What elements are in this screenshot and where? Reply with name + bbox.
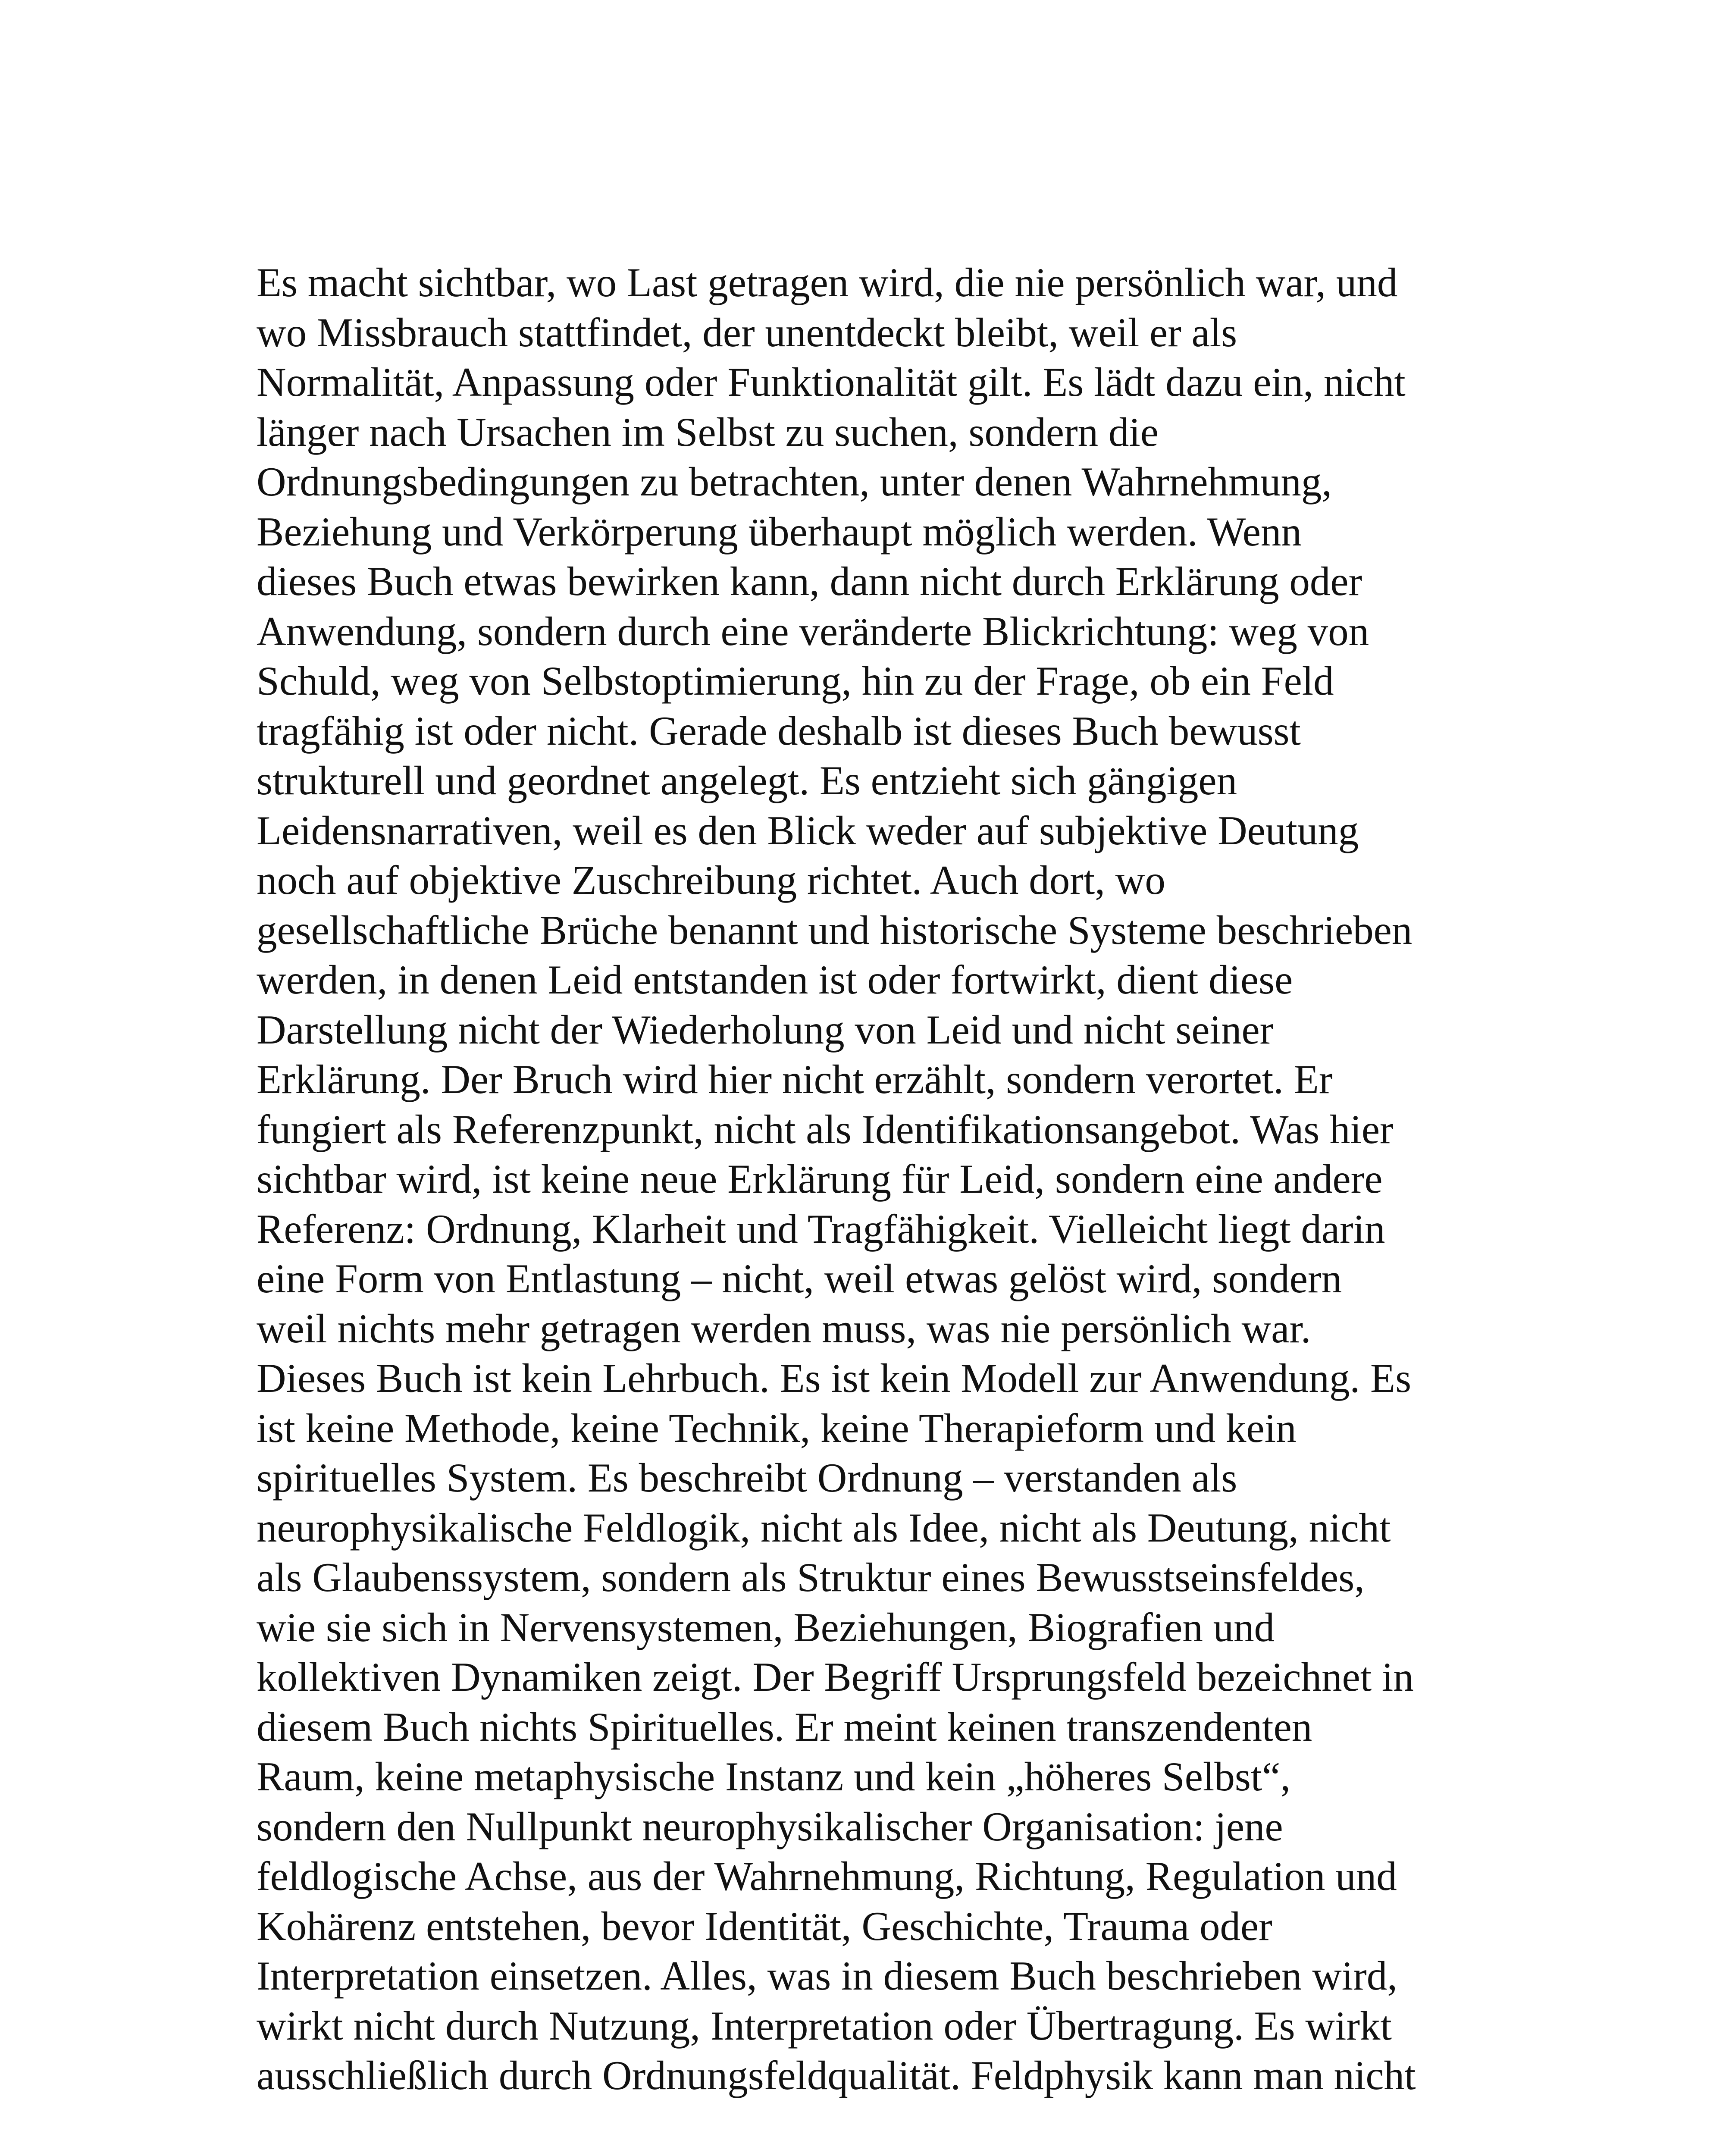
text-line: strukturell und geordnet angelegt. Es entzieht sich gängigen xyxy=(257,758,1237,803)
text-line: Interpretation einsetzen. Alles, was in diesem Buch beschrieben wird, xyxy=(257,1953,1397,1999)
text-line: Schuld, weg von Selbstoptimierung, hin zu der Frage, ob ein Feld xyxy=(257,658,1334,704)
text-line: noch auf objektive Zuschreibung richtet. Auch dort, wo xyxy=(257,857,1165,903)
text-line: Darstellung nicht der Wiederholung von Leid und nicht seiner xyxy=(257,1006,1274,1053)
text-line: Erklärung. Der Bruch wird hier nicht erzählt, sondern verortet. Er xyxy=(257,1056,1333,1102)
text-line: dieses Buch etwas bewirken kann, dann nicht durch Erklärung oder xyxy=(257,558,1362,604)
text-line: Anwendung, sondern durch eine veränderte Blickrichtung: weg von xyxy=(257,608,1369,654)
text-line: Leidensnarrativen, weil es den Blick weder auf subjektive Deutung xyxy=(257,807,1359,853)
text-line: ist keine Methode, keine Technik, keine Therapieform und kein xyxy=(257,1405,1297,1451)
text-line: Normalität, Anpassung oder Funktionalität gilt. Es lädt dazu ein, nicht xyxy=(257,359,1406,405)
text-line: Ordnungsbedingungen zu betrachten, unter denen Wahrnehmung, xyxy=(257,459,1332,505)
text-line: weil nichts mehr getragen werden muss, was nie persönlich war. xyxy=(257,1305,1311,1351)
text-line: fungiert als Referenzpunkt, nicht als Identifikationsangebot. Was hier xyxy=(257,1106,1394,1152)
text-line: Dieses Buch ist kein Lehrbuch. Es ist kein Modell zur Anwendung. Es xyxy=(257,1355,1412,1401)
text-line: länger nach Ursachen im Selbst zu suchen, sondern die xyxy=(257,409,1159,455)
text-line: ausschließlich durch Ordnungsfeldqualität. Feldphysik kann man nicht xyxy=(257,2053,1416,2098)
text-line: gesellschaftliche Brüche benannt und historische Systeme beschrieben xyxy=(257,907,1413,953)
text-line: Beziehung und Verkörperung überhaupt möglich werden. Wenn xyxy=(257,508,1302,555)
text-line: wie sie sich in Nervensystemen, Beziehungen, Biografien und xyxy=(257,1604,1275,1650)
text-line: Kohärenz entstehen, bevor Identität, Geschichte, Trauma oder xyxy=(257,1903,1272,1949)
text-line: kollektiven Dynamiken zeigt. Der Begriff Ursprungsfeld bezeichnet in xyxy=(257,1654,1414,1700)
text-line: sondern den Nullpunkt neurophysikalischer Organisation: jene xyxy=(257,1803,1283,1849)
text-line: als Glaubenssystem, sondern als Struktur eines Bewusstseinsfeldes, xyxy=(257,1554,1365,1600)
text-line: neurophysikalische Feldlogik, nicht als Idee, nicht als Deutung, nicht xyxy=(257,1504,1391,1551)
body-text xyxy=(257,258,1507,2101)
text-line: sichtbar wird, ist keine neue Erklärung für Leid, sondern eine andere xyxy=(257,1156,1383,1202)
text-line: diesem Buch nichts Spirituelles. Er meint keinen transzendenten xyxy=(257,1704,1312,1750)
text-line: feldlogische Achse, aus der Wahrnehmung, Richtung, Regulation und xyxy=(257,1853,1397,1899)
text-line: spirituelles System. Es beschreibt Ordnung – verstanden als xyxy=(257,1455,1237,1501)
text-line: werden, in denen Leid entstanden ist oder fortwirkt, dient diese xyxy=(257,957,1293,1003)
text-line: Raum, keine metaphysische Instanz und kein „höheres Selbst“, xyxy=(257,1754,1291,1799)
text-line: Es macht sichtbar, wo Last getragen wird, die nie persönlich war, und xyxy=(257,260,1398,305)
text-line: wirkt nicht durch Nutzung, Interpretation oder Übertragung. Es wirkt xyxy=(257,2002,1392,2049)
text-line: Referenz: Ordnung, Klarheit und Tragfähigkeit. Vielleicht liegt darin xyxy=(257,1206,1385,1252)
text-line: eine Form von Entlastung – nicht, weil etwas gelöst wird, sondern xyxy=(257,1256,1342,1301)
text-line: wo Missbrauch stattfindet, der unentdeckt bleibt, weil er als xyxy=(257,309,1237,355)
text-line: tragfähig ist oder nicht. Gerade deshalb ist dieses Buch bewusst xyxy=(257,708,1301,754)
